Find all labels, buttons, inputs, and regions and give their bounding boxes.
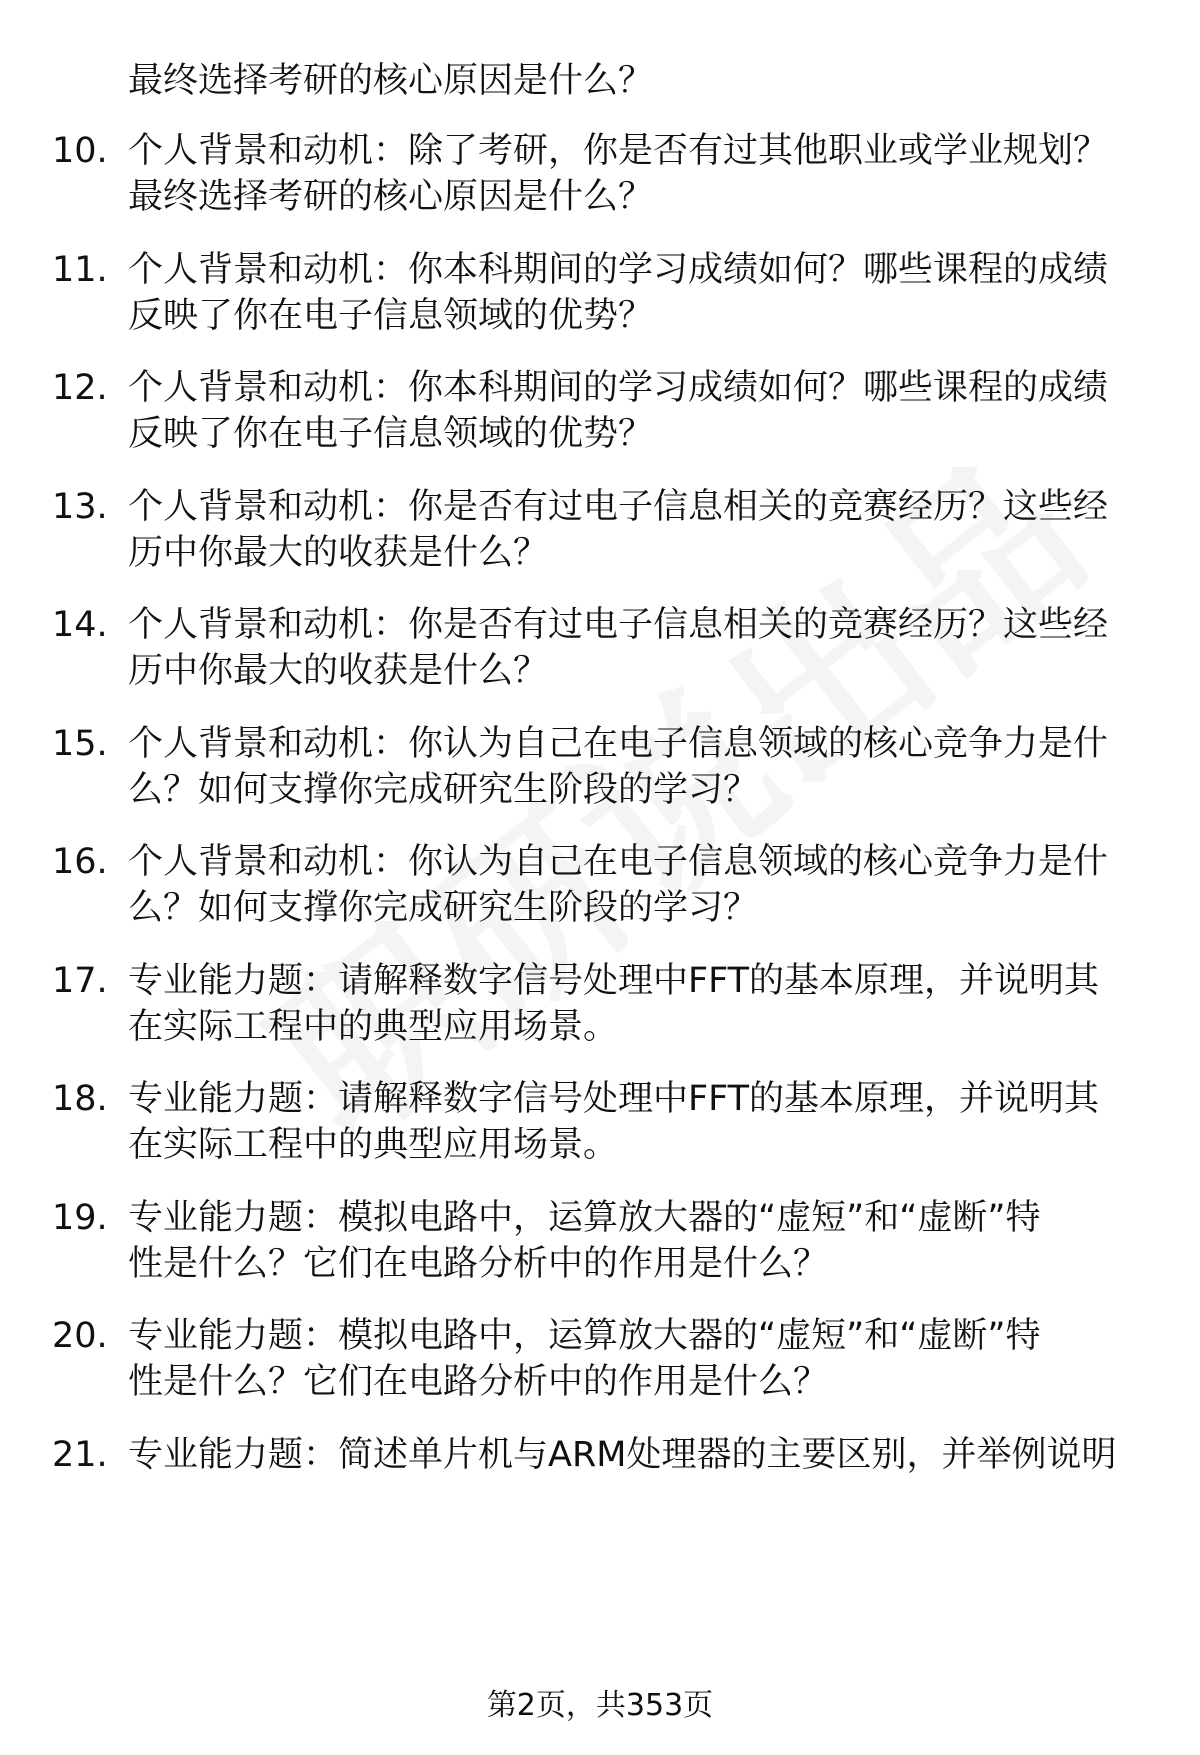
item-number: 14. (52, 605, 108, 645)
item-number: 16. (52, 842, 108, 882)
list-item (0, 128, 1200, 228)
list-item (0, 1313, 1200, 1413)
item-number: 20. (52, 1316, 108, 1356)
item-number: 19. (52, 1198, 108, 1238)
item-number: 12. (52, 368, 108, 408)
list-item (0, 958, 1200, 1058)
list-item (0, 1195, 1200, 1295)
item-text: 专业能力题：请解释数字信号处理中FFT的基本原理，并说明其 在实际工程中的典型应用场景。 (128, 961, 1100, 1047)
list-item (0, 839, 1200, 939)
item-number: 17. (52, 961, 108, 1001)
item-text: 专业能力题：模拟电路中，运算放大器的“虚短”和“虚断”特 性是什么？它们在电路分析中的作用是什么？ (128, 1198, 1041, 1284)
item-text: 个人背景和动机：你是否有过电子信息相关的竞赛经历？这些经 历中你最大的收获是什么？ (128, 605, 1109, 691)
item-text: 个人背景和动机：除了考研，你是否有过其他职业或学业规划？ 最终选择考研的核心原因是什么？ (128, 131, 1109, 217)
page-footer: 第2页，共353页 (486, 1688, 714, 1723)
list-item (0, 602, 1200, 702)
continuation-text: 最终选择考研的核心原因是什么？ (128, 61, 654, 101)
item-text: 专业能力题：简述单片机与ARM处理器的主要区别，并举例说明 (128, 1435, 1117, 1475)
list-item (0, 1432, 1200, 1532)
item-text: 个人背景和动机：你认为自己在电子信息领域的核心竞争力是什 么？如何支撑你完成研究生阶段的学习？ (128, 724, 1109, 810)
item-number: 10. (52, 131, 108, 171)
item-text: 个人背景和动机：你认为自己在电子信息领域的核心竞争力是什 么？如何支撑你完成研究生阶段的学习？ (128, 842, 1109, 928)
item-text: 专业能力题：请解释数字信号处理中FFT的基本原理，并说明其 在实际工程中的典型应用场景。 (128, 1079, 1100, 1165)
list-item (0, 247, 1200, 347)
list-item (0, 484, 1200, 584)
item-text: 个人背景和动机：你本科期间的学习成绩如何？哪些课程的成绩 反映了你在电子信息领域的优势？ (128, 250, 1109, 336)
item-number: 11. (52, 250, 108, 290)
list-item (0, 365, 1200, 465)
item-number: 21. (52, 1435, 108, 1475)
item-number: 18. (52, 1079, 108, 1119)
list-item (0, 721, 1200, 821)
item-text: 个人背景和动机：你是否有过电子信息相关的竞赛经历？这些经 历中你最大的收获是什么？ (128, 487, 1109, 573)
item-number: 13. (52, 487, 108, 527)
item-number: 15. (52, 724, 108, 764)
list-item (0, 1076, 1200, 1176)
item-text: 个人背景和动机：你本科期间的学习成绩如何？哪些课程的成绩 反映了你在电子信息领域的优势？ (128, 368, 1109, 454)
item-text: 专业能力题：模拟电路中，运算放大器的“虚短”和“虚断”特 性是什么？它们在电路分析中的作用是什么？ (128, 1316, 1041, 1402)
